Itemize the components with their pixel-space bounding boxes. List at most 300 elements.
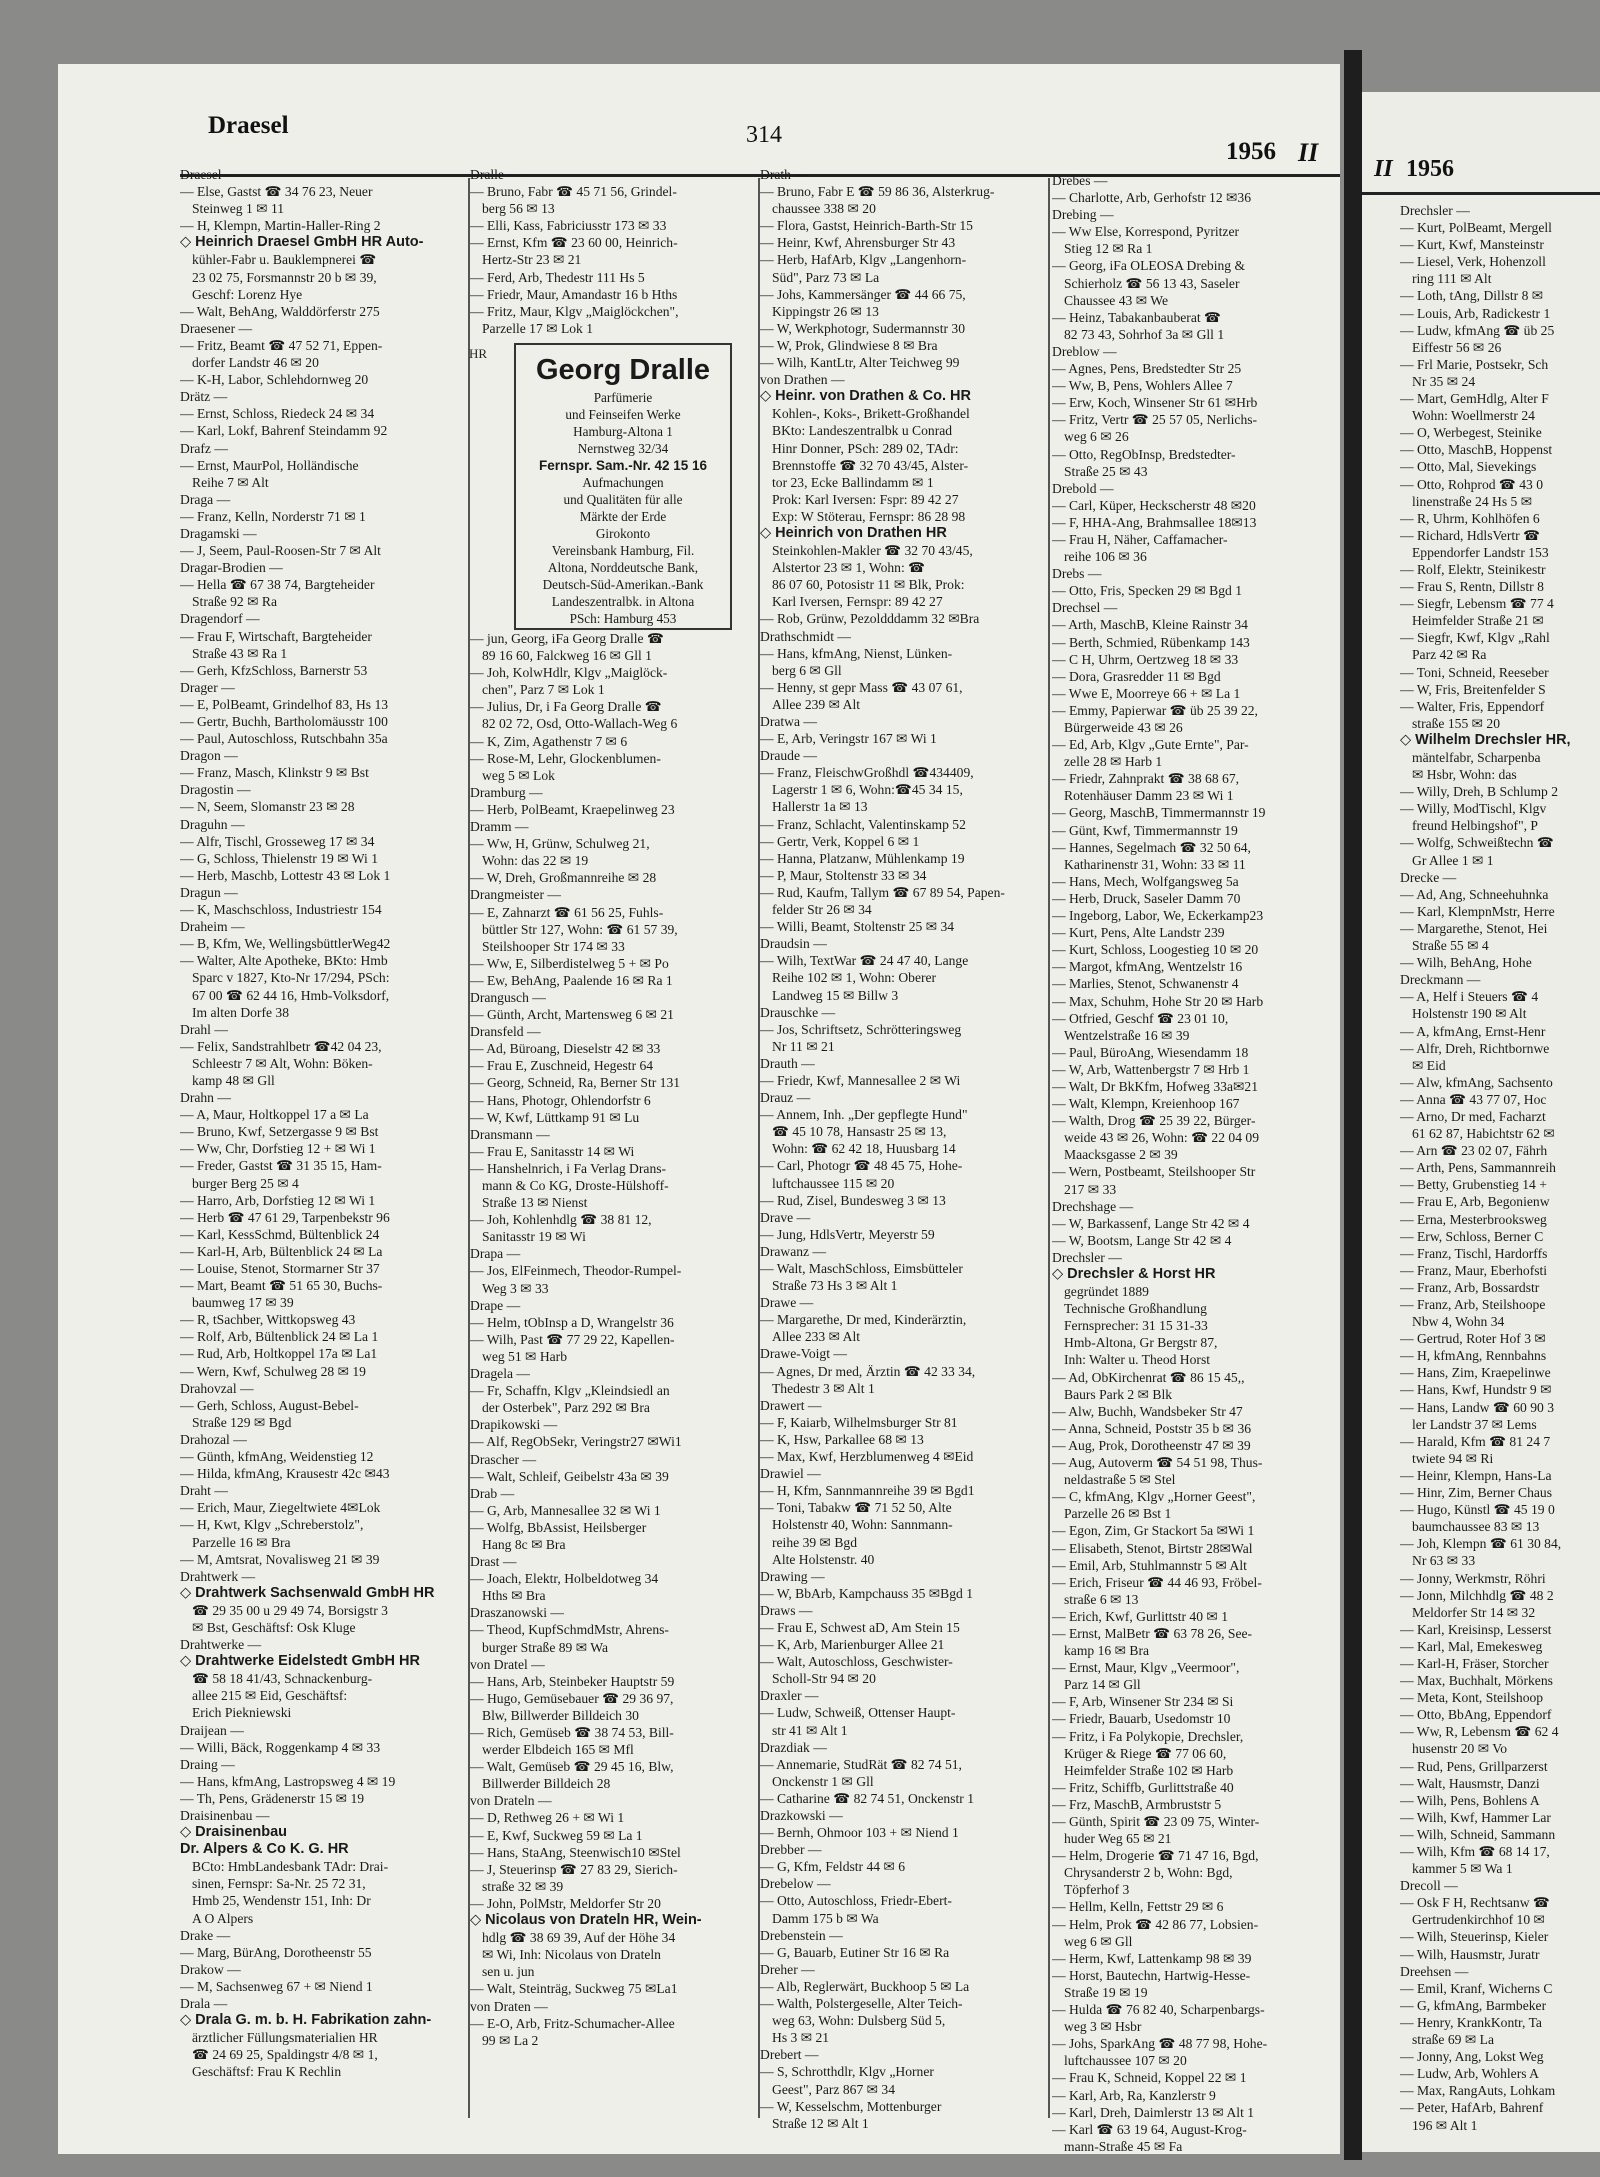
directory-entry-line: chaussee 338 ✉ 20 [772, 201, 876, 217]
directory-entry-line: — Walth, Polstergeselle, Alter Teich- [760, 1996, 963, 2012]
directory-entry-line: ✉ Hsbr, Wohn: das [1412, 767, 1517, 783]
directory-entry-line: — Ernst, MaurPol, Holländische [180, 457, 359, 473]
directory-entry-line: — Heinr, Kwf, Ahrensburger Str 43 [760, 235, 956, 251]
directory-entry-line: — A, Maur, Holtkoppel 17 a ✉ La [180, 1107, 369, 1123]
directory-entry-line: weg 5 ✉ Lok [482, 767, 555, 783]
directory-entry-line: Exp: W Stöterau, Fernspr: 86 28 98 [772, 508, 966, 524]
directory-entry-line: — Georg, MaschB, Timmermannstr 19 [1052, 805, 1266, 821]
directory-entry-line: — M, Amtsrat, Novalisweg 21 ✉ 39 [180, 1551, 380, 1567]
directory-entry-line: — Paul, BüroAng, Wiesendamm 18 [1052, 1044, 1249, 1060]
directory-entry-line: Holstenstr 40, Wohn: Sannmann- [772, 1517, 953, 1533]
ad-line: Altona, Norddeutsche Bank, [547, 560, 699, 575]
directory-entry-line: Drab — [470, 1485, 515, 1501]
directory-entry-line: — Wilh, Past ☎ 77 29 22, Kapellen- [470, 1331, 675, 1347]
directory-entry-line: büttler Str 127, Wohn: ☎ 61 57 39, [482, 921, 678, 937]
ad-line: Aufmachungen [582, 475, 664, 490]
directory-entry-line: — Hella ☎ 67 38 74, Bargteheider [180, 577, 375, 593]
directory-entry-line: husenstr 20 ✉ Vo [1412, 1741, 1508, 1757]
directory-entry-line: Drahovzal — [180, 1380, 254, 1396]
directory-entry-line: Hmb 25, Wendenstr 151, Inh: Dr [192, 1893, 371, 1909]
directory-entry-line: Dramm — [470, 819, 529, 835]
directory-entry-line: Baurs Park 2 ✉ Blk [1064, 1386, 1173, 1402]
directory-entry-line: ◇ Drechsler & Horst HR [1052, 1266, 1216, 1282]
directory-entry-line: Billwerder Billdeich 28 [482, 1776, 611, 1792]
directory-entry-line: — Wern, Kwf, Schulweg 28 ✉ 19 [180, 1363, 366, 1379]
directory-entry-line: Dreckmann — [1400, 972, 1481, 988]
directory-entry-line: werder Elbdeich 165 ✉ Mfl [482, 1742, 634, 1758]
directory-entry-line: Thedestr 3 ✉ Alt 1 [772, 1380, 875, 1396]
directory-entry-line: Steinkohlen-Makler ☎ 32 70 43/45, [772, 543, 973, 559]
directory-entry-line: berg 56 ✉ 13 [482, 201, 555, 217]
directory-entry-line: — Mart, Beamt ☎ 51 65 30, Buchs- [180, 1278, 383, 1294]
directory-entry-line: — Kurt, Kwf, Mansteinstr [1400, 237, 1544, 253]
directory-entry-line: Drath — [760, 167, 808, 182]
directory-entry-line: Straße 55 ✉ 4 [1412, 938, 1489, 954]
directory-entry-line: ✉ Wi, Inh: Nicolaus von Drateln [482, 1947, 661, 1963]
directory-entry-line: — Willi, Bäck, Roggenkamp 4 ✉ 33 [180, 1739, 381, 1755]
directory-entry-line: Drebold — [1052, 480, 1114, 496]
directory-column-2 [470, 166, 756, 337]
directory-entry-line: — Rich, Gemüseb ☎ 38 74 53, Bill- [470, 1725, 674, 1740]
directory-entry-line: — Elli, Kass, Fabriciusstr 173 ✉ 33 [470, 218, 667, 234]
directory-entry-line: Draguhn — [180, 816, 245, 832]
directory-entry-line: Fernsprecher: 31 15 31-33 [1064, 1318, 1208, 1334]
directory-entry-line: — Catharine ☎ 82 74 51, Onckenstr 1 [760, 1790, 975, 1806]
directory-entry-line: Schierholz ☎ 56 13 43, Saseler [1064, 275, 1240, 291]
directory-entry-line: Gertrudenkirchhof 10 ✉ [1412, 1912, 1545, 1928]
directory-entry-line: — Wolfg, BbAssist, Heilsberger [470, 1519, 647, 1535]
directory-entry-line: — Max, Schuhm, Hohe Str 20 ✉ Harb [1052, 993, 1264, 1009]
directory-entry-line: burger Berg 25 ✉ 4 [192, 1175, 299, 1191]
directory-entry-line: Hang 8c ✉ Bra [482, 1536, 566, 1552]
directory-entry-line: Chaussee 43 ✉ We [1064, 292, 1169, 308]
running-head: Draesel [208, 112, 289, 139]
directory-entry-line: ✉ Bst, Geschäftsf: Osk Kluge [192, 1619, 356, 1635]
directory-entry-line: — Helm, tObInsp a D, Wrangelstr 36 [470, 1314, 674, 1330]
directory-entry-line: — Walt, Autoschloss, Geschwister- [760, 1654, 953, 1670]
directory-entry-line: Draga — [180, 491, 231, 507]
directory-entry-line: burger Straße 89 ✉ Wa [482, 1639, 609, 1655]
directory-entry-line: — Ferd, Arb, Thedestr 111 Hs 5 [470, 269, 645, 285]
directory-entry-line: — Erich, Kwf, Gurlittstr 40 ✉ 1 [1052, 1608, 1229, 1624]
directory-entry-line: neldastraße 5 ✉ Stel [1064, 1472, 1176, 1488]
directory-entry-line: ✉ Eid [1412, 1057, 1446, 1073]
directory-entry-line: 67 00 ☎ 62 44 16, Hmb-Volksdorf, [192, 987, 390, 1003]
directory-entry-line: Heimfelder Straße 102 ✉ Harb [1064, 1762, 1234, 1778]
directory-entry-line: — A, Helf i Steuers ☎ 4 [1400, 989, 1539, 1005]
directory-column-2-lower [470, 630, 756, 2049]
directory-entry-line: — K, Hsw, Parkallee 68 ✉ 13 [760, 1431, 924, 1447]
directory-entry-line: Dreehsen — [1400, 1963, 1469, 1979]
directory-entry-line: — Walth, Drog ☎ 25 39 22, Bürger- [1052, 1113, 1256, 1129]
directory-entry-line: — Toni, Schneid, Reeseber [1400, 664, 1549, 680]
directory-entry-line: — Joh, KolwHdlr, Klgv „Maiglöck- [470, 665, 668, 681]
directory-entry-line: — Joh, Kohlenhdlg ☎ 38 81 12, [470, 1212, 652, 1228]
directory-entry-line: — G, kfmAng, Barmbeker [1400, 1997, 1547, 2013]
directory-entry-line: — Betty, Grubenstieg 14 + [1400, 1177, 1547, 1193]
directory-entry-line: — Rud, Pens, Grillparzerst [1400, 1758, 1548, 1774]
directory-entry-line: Draesel — [180, 167, 239, 182]
directory-entry-line: — Franz, Kelln, Norderstr 71 ✉ 1 [180, 508, 366, 524]
directory-entry-line: — Karl, Arb, Ra, Kanzlerstr 9 [1052, 2087, 1216, 2103]
directory-entry-line: 82 02 72, Osd, Otto-Wallach-Weg 6 [482, 716, 678, 732]
directory-entry-line: Straße 43 ✉ Ra 1 [192, 645, 288, 661]
directory-entry-line: — Ludw, kfmAng ☎ üb 25 [1400, 322, 1555, 338]
directory-entry-line: — Wern, Postbeamt, Steilshooper Str [1052, 1164, 1256, 1180]
directory-entry-line: — Frz, MaschB, Armbruststr 5 [1052, 1796, 1222, 1812]
directory-entry-line: — J, Seem, Paul-Roosen-Str 7 ✉ Alt [180, 543, 381, 559]
directory-entry-line: — Ww, R, Lebensm ☎ 62 4 [1400, 1724, 1559, 1740]
directory-entry-line: Alte Holstenstr. 40 [772, 1551, 875, 1567]
directory-entry-line: — Georg, iFa OLEOSA Drebing & [1052, 258, 1246, 274]
directory-entry-line: — Ww, E, Silberdistelweg 5 + ✉ Po [470, 955, 669, 971]
ad-line: Märkte der Erde [579, 509, 667, 524]
directory-entry-line: Drebenstein — [760, 1927, 843, 1943]
directory-entry-line: — Frau H, Näher, Caffamacher- [1052, 531, 1228, 547]
directory-entry-line: — Erich, Maur, Ziegeltwiete 4✉Lok [180, 1500, 381, 1516]
directory-entry-line: Parz 42 ✉ Ra [1412, 647, 1487, 663]
directory-entry-line: — Henny, st gepr Mass ☎ 43 07 61, [760, 679, 963, 695]
directory-entry-line: — S, Schrotthdlr, Klgv „Horner [760, 2064, 934, 2080]
directory-entry-line: Drebes — [1052, 173, 1108, 188]
directory-entry-line: ◇ Draisinenbau [180, 1824, 288, 1841]
directory-entry-line: — Arn ☎ 23 02 07, Fährh [1400, 1143, 1548, 1159]
directory-entry-line: — Franz, Schlacht, Valentinskamp 52 [760, 816, 966, 832]
directory-entry-line: — Jos, Schriftsetz, Schrötteringsweg [760, 1021, 962, 1037]
directory-entry-line: — Aug, Autoverm ☎ 54 51 98, Thus- [1052, 1455, 1263, 1471]
directory-entry-line: ☎ 29 35 00 u 29 49 74, Borsigstr 3 [192, 1602, 388, 1618]
directory-entry-line: Parzelle 17 ✉ Lok 1 [482, 320, 594, 336]
directory-entry-line: — B, Kfm, We, WellingsbüttlerWeg42 [180, 936, 391, 952]
directory-entry-line: — E-O, Arb, Fritz-Schumacher-Allee [470, 2015, 675, 2031]
directory-entry-line: — Fritz, Schiffb, Gurlittstraße 40 [1052, 1779, 1234, 1795]
directory-entry-line: Drecke — [1400, 869, 1457, 885]
directory-entry-line: — Johs, SparkAng ☎ 48 77 98, Hohe- [1052, 2036, 1268, 2052]
directory-entry-line: kamp 16 ✉ Bra [1064, 1643, 1150, 1659]
directory-entry-line: 196 ✉ Alt 1 [1412, 2117, 1478, 2133]
directory-entry-line: Drathschmidt — [760, 628, 851, 644]
directory-entry-line: — Erna, Mesterbrooksweg [1400, 1211, 1547, 1227]
ad-phone: Fernspr. Sam.-Nr. 42 15 16 [538, 458, 708, 473]
directory-entry-line: Draude — [760, 748, 817, 764]
directory-entry-line: — Heinz, Tabakanbauberat ☎ [1052, 309, 1221, 325]
directory-entry-line: reihe 106 ✉ 36 [1064, 549, 1147, 565]
directory-entry-line: von Dratel — [470, 1656, 545, 1672]
directory-entry-line: Sanitasstr 19 ✉ Wi [482, 1229, 586, 1245]
directory-entry-line: — Alb, Reglerwärt, Buckhoop 5 ✉ La [760, 1978, 970, 1994]
directory-entry-line: — C H, Uhrm, Oertzweg 18 ✉ 33 [1052, 651, 1239, 667]
directory-entry-line: mann & Co KG, Droste-Hülshoff- [482, 1178, 669, 1193]
directory-entry-line: Dragun — [180, 884, 238, 900]
directory-entry-line: — Otto, MaschB, Hoppenst [1400, 442, 1553, 458]
directory-entry-line: — Hans, Zim, Kraepelinwe [1400, 1365, 1551, 1381]
directory-entry-line: luftchaussee 115 ✉ 20 [772, 1175, 895, 1191]
directory-entry-line: — Walter, Alte Apotheke, BKto: Hmb [180, 953, 388, 969]
directory-entry-line: 86 07 60, Potosistr 11 ✉ Blk, Prok: [772, 577, 965, 593]
directory-entry-line: Parzelle 16 ✉ Bra [192, 1534, 291, 1550]
directory-entry-line: Drebing — [1052, 207, 1114, 223]
directory-entry-line: Erich Piekniewski [192, 1705, 292, 1721]
directory-entry-line: — Erw, Koch, Winsener Str 61 ✉Hrb [1052, 395, 1258, 411]
directory-entry-line: — Walter, Fris, Eppendorf [1400, 698, 1545, 714]
directory-entry-line: Wohn: ☎ 62 42 18, Huusbarg 14 [772, 1141, 956, 1157]
directory-entry-line: — W, Barkassenf, Lange Str 42 ✉ 4 [1052, 1215, 1250, 1231]
directory-entry-line: — Margarethe, Stenot, Hei [1400, 920, 1548, 936]
directory-entry-line: — jun, Georg, iFa Georg Dralle ☎ [470, 631, 664, 646]
directory-entry-line: gegründet 1889 [1064, 1284, 1149, 1300]
directory-entry-line: — Johs, Kammersänger ☎ 44 66 75, [760, 286, 966, 302]
directory-entry-line: — K, Arb, Marienburger Allee 21 [760, 1637, 945, 1653]
directory-entry-line: 99 ✉ La 2 [482, 2032, 539, 2048]
directory-entry-line: — H, Kfm, Sannmannreihe 39 ✉ Bgd1 [760, 1483, 975, 1499]
directory-entry-line: — G, Kfm, Feldstr 44 ✉ 6 [760, 1859, 906, 1875]
directory-entry-line: ring 111 ✉ Alt [1412, 271, 1492, 287]
directory-entry-line: Weg 3 ✉ 33 [482, 1280, 549, 1296]
directory-entry-line: — Willy, Dreh, B Schlump 2 [1400, 784, 1559, 800]
directory-entry-line: — Friedr, Maur, Amandastr 16 b Hths [470, 286, 678, 302]
directory-entry-line: — Frau K, Schneid, Koppel 22 ✉ 1 [1052, 2070, 1247, 2086]
directory-entry-line: — Georg, Schneid, Ra, Berner Str 131 [470, 1075, 681, 1091]
directory-entry-line: 89 16 60, Falckweg 16 ✉ Gll 1 [482, 648, 652, 664]
directory-entry-line: Straße 25 ✉ 43 [1064, 463, 1148, 479]
directory-entry-line: — Hans, Arb, Steinbeker Hauptstr 59 [470, 1673, 675, 1689]
directory-entry-line: — W, Werkphotogr, Sudermannstr 30 [760, 320, 966, 336]
directory-entry-line: mäntelfabr, Scharpenba [1412, 750, 1541, 765]
directory-entry-line: Maacksgasse 2 ✉ 39 [1064, 1147, 1178, 1163]
directory-entry-line: Technische Großhandlung [1064, 1301, 1207, 1317]
directory-entry-line: — W, Fris, Breitenfelder S [1400, 681, 1546, 697]
directory-entry-line: Draesener — [180, 320, 253, 336]
directory-entry-line: — Arth, MaschB, Kleine Rainstr 34 [1052, 617, 1248, 633]
directory-entry-line: — Dora, Grasredder 11 ✉ Bgd [1052, 668, 1221, 684]
directory-entry-line: Drawing — [760, 1568, 825, 1584]
directory-entry-line: Draws — [760, 1602, 813, 1618]
directory-entry-line: — Karl ☎ 63 19 64, August-Krog- [1052, 2121, 1247, 2137]
directory-entry-line: — Rob, Grünw, Pezoldddamm 32 ✉Bra [760, 611, 980, 627]
directory-entry-line: — Fritz, Maur, Klgv „Maiglöckchen", [470, 303, 679, 319]
directory-entry-line: berg 6 ✉ Gll [772, 662, 842, 678]
directory-entry-line: von Draten — [470, 1998, 548, 2014]
directory-entry-line: — Louise, Stenot, Stormarner Str 37 [180, 1261, 380, 1276]
directory-entry-line: Hertz-Str 23 ✉ 21 [482, 252, 582, 268]
directory-entry-line: — Rud, Arb, Holtkoppel 17a ✉ La1 [180, 1346, 378, 1362]
directory-entry-line: — Hanna, Platzanw, Mühlenkamp 19 [760, 850, 965, 866]
directory-entry-line: — Ernst, Schloss, Riedeck 24 ✉ 34 [180, 406, 375, 422]
directory-entry-line: Karl Iversen, Fernspr: 89 42 27 [772, 594, 943, 610]
facing-page [1362, 92, 1600, 2152]
directory-entry-line: — Günth, kfmAng, Weidenstieg 12 [180, 1449, 374, 1465]
directory-column-4 [1052, 172, 1340, 2155]
directory-entry-line: Rotenhäuser Damm 23 ✉ Wi 1 [1064, 788, 1234, 804]
directory-entry-line: — Frau S, Rentn, Dillstr 8 [1400, 579, 1544, 595]
directory-entry-line: — Ed, Arb, Klgv „Gute Ernte", Par- [1052, 737, 1249, 753]
directory-entry-line: Drangmeister — [470, 887, 561, 903]
directory-entry-line: straße 155 ✉ 20 [1412, 715, 1501, 731]
directory-entry-line: — Bruno, Fabr E ☎ 59 86 36, Alsterkrug- [760, 184, 995, 200]
directory-entry-line: Geschäftsf: Frau K Rechlin [192, 2064, 342, 2080]
directory-entry-line: Drave — [760, 1209, 811, 1225]
directory-entry-line: baumweg 17 ✉ 39 [192, 1295, 294, 1311]
directory-entry-line: — Rolf, Arb, Bültenblick 24 ✉ La 1 [180, 1329, 379, 1345]
directory-entry-line: — Wilh, Kwf, Hammer Lar [1400, 1809, 1551, 1825]
directory-entry-line: Landweg 15 ✉ Billw 3 [772, 987, 899, 1003]
directory-entry-line: str 41 ✉ Alt 1 [772, 1722, 848, 1738]
directory-entry-line: — Anna ☎ 43 77 07, Hoc [1400, 1091, 1547, 1107]
directory-entry-line: — Emil, Arb, Stuhlmannstr 5 ✉ Alt [1052, 1557, 1247, 1573]
directory-entry-line: — Frl Marie, Postsekr, Sch [1400, 356, 1549, 372]
directory-entry-line: Drätz — [180, 389, 228, 405]
directory-entry-line: — Wilh, Pens, Bohlens A [1400, 1792, 1540, 1808]
directory-entry-line: — Hans, Mech, Wolfgangsweg 5a [1052, 873, 1239, 889]
directory-entry-line: — C, kfmAng, Klgv „Horner Geest", [1052, 1489, 1256, 1505]
directory-entry-line: ☎ 24 69 25, Spaldingstr 4/8 ✉ 1, [192, 2047, 378, 2063]
directory-entry-line: — Ernst, Maur, Klgv „Veermoor", [1052, 1660, 1240, 1676]
directory-entry-line: — Else, Gastst ☎ 34 76 23, Neuer [180, 184, 373, 200]
directory-entry-line: — Erich, Friseur ☎ 44 46 93, Fröbel- [1052, 1574, 1262, 1590]
directory-entry-line: Drawert — [760, 1397, 822, 1413]
directory-entry-line: — Rolf, Elektr, Steinikestr [1400, 561, 1546, 577]
directory-entry-line: — Walt, BehAng, Walddörferstr 275 [180, 303, 380, 319]
directory-entry-line: — Ww, B, Pens, Wohlers Allee 7 [1052, 378, 1233, 394]
ad-line: Vereinsbank Hamburg, Fil. [551, 543, 695, 558]
directory-entry-line: — Fritz, i Fa Polykopie, Drechsler, [1052, 1728, 1244, 1744]
directory-entry-line: — Otto, BbAng, Eppendorf [1400, 1707, 1552, 1723]
directory-entry-line: allee 215 ✉ Eid, Geschäftsf: [192, 1688, 348, 1704]
directory-entry-line: — Wilh, Hausmstr, Juratr [1400, 1946, 1540, 1962]
directory-entry-line: Hinr Donner, PSch: 289 02, TAdr: [772, 440, 959, 456]
directory-entry-line: Drast — [470, 1554, 517, 1570]
directory-entry-line: reihe 39 ✉ Bgd [772, 1534, 858, 1550]
directory-entry-line: — Franz, Maur, Eberhofsti [1400, 1262, 1548, 1278]
directory-entry-line: — Ww, H, Grünw, Schulweg 21, [470, 836, 650, 852]
directory-entry-line: Eiffestr 56 ✉ 26 [1412, 339, 1502, 355]
directory-column-3 [760, 166, 1046, 2132]
directory-entry-line: ◇ Heinr. von Drathen & Co. HR [760, 388, 971, 405]
directory-entry-line: Wohn: das 22 ✉ 19 [482, 853, 589, 869]
directory-entry-line: — Ernst, Kfm ☎ 23 60 00, Heinrich- [470, 235, 678, 251]
volume: II [1298, 138, 1319, 167]
directory-entry-line: — Jonny, Ang, Lokst Weg [1400, 2049, 1544, 2065]
directory-entry-line: Draszanowski — [470, 1605, 565, 1621]
directory-entry-line: Gr Allee 1 ✉ 1 [1412, 852, 1494, 868]
directory-column-1 [180, 166, 466, 2081]
directory-entry-line: — Rud, Zisel, Bundesweg 3 ✉ 13 [760, 1192, 946, 1208]
directory-entry-line: — Günth, Archt, Martensweg 6 ✉ 21 [470, 1007, 674, 1023]
directory-entry-line: — Gertr, Verk, Koppel 6 ✉ 1 [760, 833, 920, 849]
directory-entry-line: Drala — [180, 1996, 228, 2012]
directory-entry-line: — Ew, BehAng, Paalende 16 ✉ Ra 1 [470, 972, 673, 988]
directory-entry-line: — Willi, Beamt, Stoltenstr 25 ✉ 34 [760, 919, 955, 935]
directory-entry-line: Damm 175 b ✉ Wa [772, 1910, 879, 1926]
directory-entry-line: — Richard, HdlsVertr ☎ [1400, 527, 1541, 543]
directory-entry-line: — Max, Kwf, Herzblumenweg 4 ✉Eid [760, 1449, 974, 1465]
directory-entry-line: freund Helbingshof", P [1412, 818, 1538, 834]
directory-entry-line: — Karl, KessSchmd, Bültenblick 24 [180, 1226, 380, 1242]
directory-entry-line: Draht — [180, 1483, 228, 1499]
directory-entry-line: Dragamski — [180, 525, 257, 541]
directory-entry-line: — Walt, MaschSchloss, Eimsbütteler [760, 1261, 963, 1276]
directory-entry-line: chen", Parz 7 ✉ Lok 1 [482, 682, 605, 698]
directory-entry-line: — Joach, Elektr, Holbeldotweg 34 [470, 1571, 659, 1587]
directory-entry-line: — Günth, Spirit ☎ 23 09 75, Winter- [1052, 1814, 1260, 1829]
directory-entry-line: — Karl, Kreisinsp, Lesserst [1400, 1621, 1552, 1637]
directory-entry-line: Drapikowski — [470, 1417, 558, 1433]
directory-entry-line: linenstraße 24 Hs 5 ✉ [1412, 493, 1533, 509]
directory-entry-line: — Otfried, Geschf ☎ 23 01 10, [1052, 1010, 1229, 1026]
directory-entry-line: — Carl, Küper, Heckscherstr 48 ✉20 [1052, 497, 1256, 513]
directory-entry-line: Nr 35 ✉ 24 [1412, 373, 1476, 389]
directory-entry-line: — Harald, Kfm ☎ 81 24 7 [1400, 1433, 1551, 1449]
directory-entry-line: Drawe-Voigt — [760, 1346, 847, 1362]
directory-entry-line: — Willy, ModTischl, Klgv [1400, 801, 1547, 817]
directory-entry-line: hdlg ☎ 38 69 39, Auf der Höhe 34 [482, 1930, 676, 1946]
directory-entry-line: Schleestr 7 ✉ Alt, Wohn: Böken- [192, 1055, 373, 1071]
directory-entry-line: — Annem, Inh. „Der gepflegte Hund" [760, 1107, 968, 1123]
directory-entry-line: Reihe 7 ✉ Alt [192, 474, 269, 490]
directory-entry-line: Dragela — [470, 1366, 531, 1382]
directory-entry-line: 61 62 87, Habichtstr 62 ✉ [1412, 1126, 1555, 1142]
directory-entry-line: — Max, Buchhalt, Mörkens [1400, 1673, 1553, 1689]
directory-entry-line: — Ad, ObKirchenrat ☎ 86 15 45,, [1052, 1369, 1245, 1385]
directory-entry-line: — Julius, Dr, i Fa Georg Dralle ☎ [470, 699, 662, 715]
directory-entry-line: — Friedr, Zahnprakt ☎ 38 68 67, [1052, 771, 1240, 787]
directory-entry-line: Katharinenstr 31, Wohn: 33 ✉ 11 [1064, 856, 1246, 872]
directory-entry-line: — Fritz, Vertr ☎ 25 57 05, Nerlichs- [1052, 412, 1258, 428]
directory-entry-line: BCto: HmbLandesbank TAdr: Drai- [192, 1859, 389, 1875]
directory-entry-line: — Carl, Photogr ☎ 48 45 75, Hohe- [760, 1158, 963, 1174]
directory-entry-line: — Hanshelnrich, i Fa Verlag Drans- [470, 1160, 667, 1176]
directory-entry-line: — J, Steuerinsp ☎ 27 83 29, Sierich- [470, 1861, 678, 1877]
directory-entry-line: Draijean — [180, 1722, 244, 1738]
directory-entry-line: — Hans, Landw ☎ 60 90 3 [1400, 1399, 1554, 1415]
directory-entry-line: — Karl, Mal, Emekesweg [1400, 1638, 1543, 1654]
directory-entry-line: Drechsler — [1400, 203, 1470, 218]
directory-entry-line: — Fr, Schaffn, Klgv „Kleindsiedl an [470, 1383, 670, 1399]
directory-entry-line: — Franz, Tischl, Hardorffs [1400, 1245, 1548, 1261]
directory-entry-line: sinen, Fernspr: Sa-Nr. 25 72 31, [192, 1876, 366, 1892]
directory-entry-line: — Jung, HdlsVertr, Meyerstr 59 [760, 1226, 935, 1242]
directory-entry-line: — Theod, KupfSchmdMstr, Ahrens- [470, 1622, 669, 1638]
directory-entry-line: ☎ 58 18 41/43, Schnackenburg- [192, 1671, 373, 1687]
directory-entry-line: straße 32 ✉ 39 [482, 1878, 564, 1894]
directory-entry-line: — Fritz, Beamt ☎ 47 52 71, Eppen- [180, 337, 383, 353]
directory-entry-line: Wohn: Woellmerstr 24 [1412, 408, 1535, 424]
directory-entry-line: — Walt, Schleif, Geibelstr 43a ✉ 39 [470, 1468, 669, 1484]
directory-entry-line: — Meta, Kont, Steilshoop [1400, 1690, 1544, 1706]
directory-entry-line: — N, Seem, Slomanstr 23 ✉ 28 [180, 799, 355, 815]
directory-entry-line: — Walt, Dr BkKfm, Hofweg 33a✉21 [1052, 1078, 1258, 1094]
directory-entry-line: Süd", Parz 73 ✉ La [772, 269, 880, 285]
directory-entry-line: — Wilh, KantLtr, Alter Teichweg 99 [760, 355, 960, 371]
directory-entry-line: — Karl, KlempnMstr, Herre [1400, 903, 1555, 919]
directory-entry-line: — Jonn, Milchhdlg ☎ 48 2 [1400, 1587, 1554, 1603]
directory-entry-line: der Osterbek", Parz 292 ✉ Bra [482, 1400, 650, 1416]
directory-entry-line: Drawanz — [760, 1243, 827, 1259]
directory-entry-line: — Friedr, Kwf, Mannesallee 2 ✉ Wi [760, 1072, 961, 1088]
directory-entry-line: — Otto, RegObInsp, Bredstedter- [1052, 446, 1236, 462]
directory-entry-line: Draxler — [760, 1688, 819, 1704]
directory-entry-line: — Charlotte, Arb, Gerhofstr 12 ✉36 [1052, 190, 1252, 206]
directory-entry-line: Nr 63 ✉ 33 [1412, 1553, 1476, 1569]
directory-entry-line: — Franz, Masch, Klinkstr 9 ✉ Bst [180, 765, 369, 781]
directory-entry-line: — Franz, Arb, Bossardstr [1400, 1279, 1540, 1295]
directory-entry-line: Holstenstr 190 ✉ Alt [1412, 1006, 1527, 1022]
directory-entry-line: — Wilh, TextWar ☎ 24 47 40, Lange [760, 953, 969, 969]
directory-entry-line: — Ingeborg, Labor, We, Eckerkamp23 [1052, 908, 1264, 924]
directory-entry-line: — Wolfg, Schweißtechn ☎ [1400, 835, 1554, 851]
directory-entry-line: — Frau E, Arb, Begonienw [1400, 1194, 1550, 1210]
directory-entry-line: — F, Arb, Winsener Str 234 ✉ Si [1052, 1694, 1234, 1710]
